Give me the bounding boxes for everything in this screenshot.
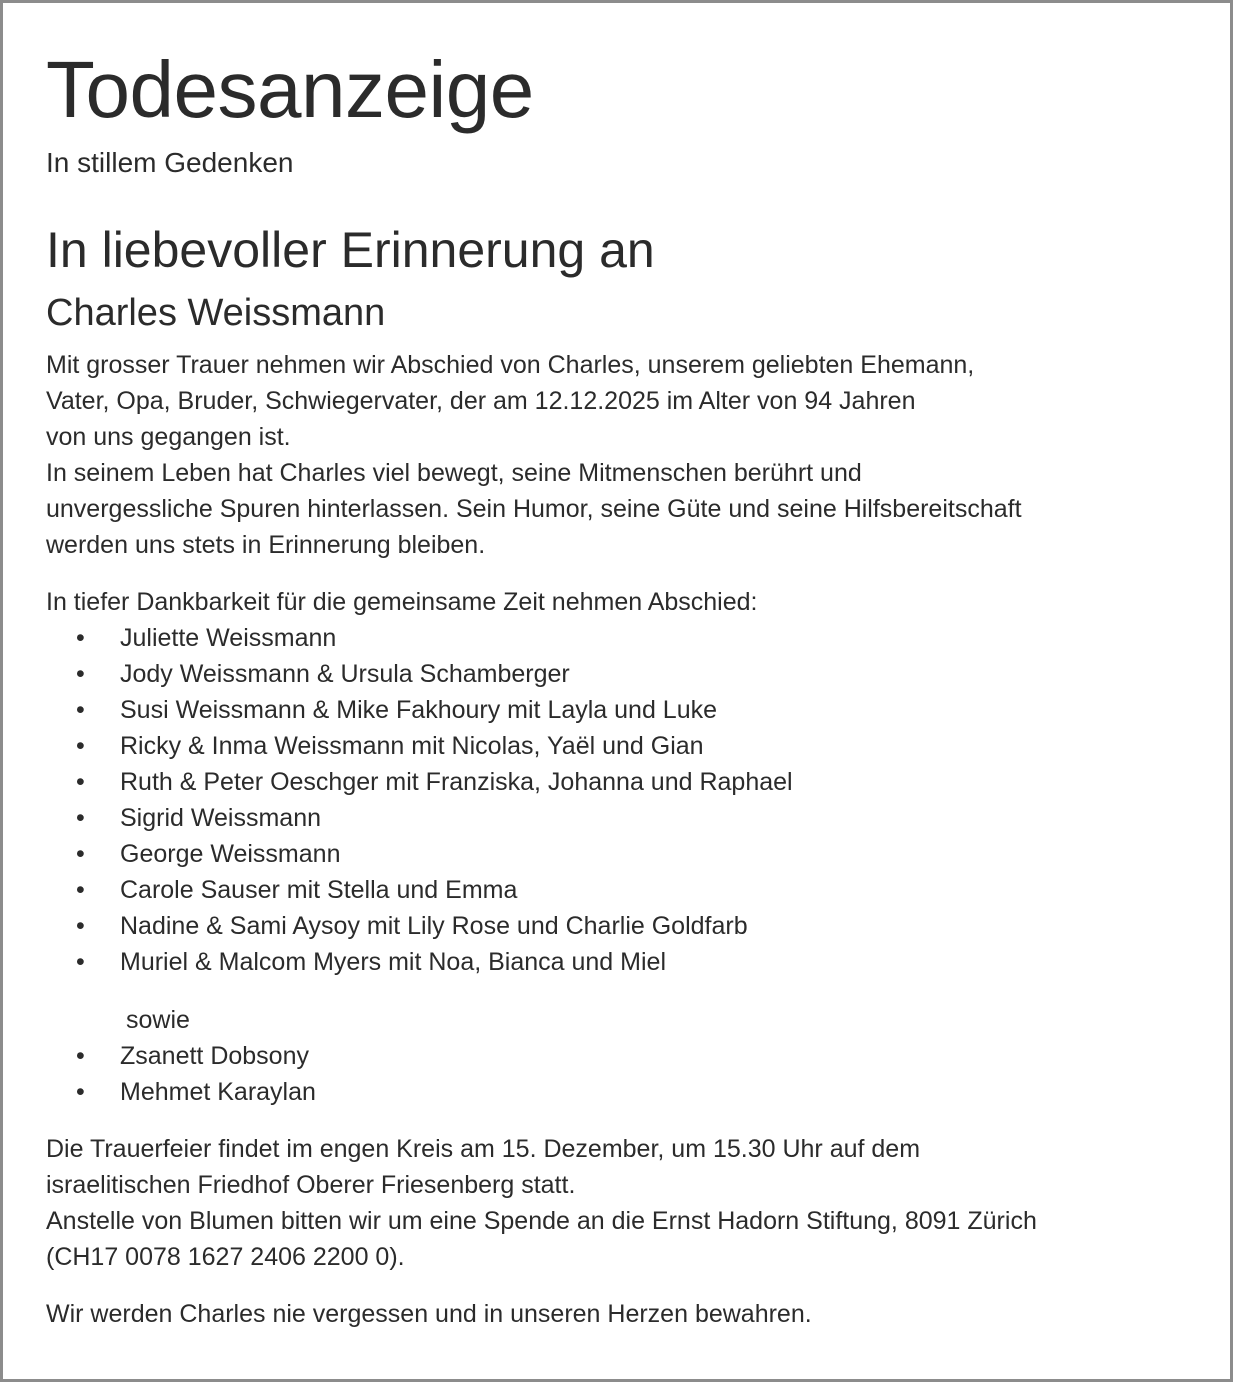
- mourner-name: Zsanett Dobsony: [120, 1042, 309, 1070]
- list-item: [46, 620, 793, 656]
- bullet-icon: •: [76, 624, 85, 652]
- bullet-icon: •: [76, 1042, 85, 1070]
- mourner-name: George Weissmann: [120, 840, 341, 868]
- mourner-name: Juliette Weissmann: [120, 624, 337, 652]
- memorial-heading: In liebevoller Erinnerung an: [46, 222, 655, 278]
- closing-line: Wir werden Charles nie vergessen und in unseren Herzen bewahren.: [46, 1300, 812, 1328]
- bullet-icon: •: [76, 804, 85, 832]
- list-item: [46, 944, 793, 980]
- bullet-icon: •: [76, 696, 85, 724]
- mourner-name: Ruth & Peter Oeschger mit Franziska, Johanna und Raphael: [120, 768, 793, 796]
- list-item: [46, 728, 793, 764]
- bullet-icon: •: [76, 732, 85, 760]
- paragraph-line: unvergessliche Spuren hinterlassen. Sein Humor, seine Güte und seine Hilfsbereitschaft: [46, 495, 1022, 523]
- mourner-name: Muriel & Malcom Myers mit Noa, Bianca und Miel: [120, 948, 666, 976]
- bullet-icon: •: [76, 768, 85, 796]
- mourner-name: Susi Weissmann & Mike Fakhoury mit Layla und Luke: [120, 696, 718, 724]
- bullet-icon: •: [76, 912, 85, 940]
- others-list: [46, 1038, 316, 1110]
- mourner-name: Ricky & Inma Weissmann mit Nicolas, Yaël und Gian: [120, 732, 704, 760]
- list-item: [46, 1038, 316, 1074]
- list-item: [46, 1074, 316, 1110]
- paragraph-line: von uns gegangen ist.: [46, 423, 291, 451]
- bullet-icon: •: [76, 876, 85, 904]
- paragraph-line: Mit grosser Trauer nehmen wir Abschied von Charles, unserem geliebten Ehemann,: [46, 351, 975, 379]
- mourner-name: Carole Sauser mit Stella und Emma: [120, 876, 518, 904]
- list-item: [46, 836, 793, 872]
- paragraph-line: In seinem Leben hat Charles viel bewegt, seine Mitmenschen berührt und: [46, 459, 862, 487]
- paragraph-line: Vater, Opa, Bruder, Schwiegervater, der am 12.12.2025 im Alter von 94 Jahren: [46, 387, 916, 415]
- list-item: [46, 908, 793, 944]
- sowie-label: sowie: [126, 1006, 190, 1034]
- bullet-icon: •: [76, 840, 85, 868]
- list-item: [46, 800, 793, 836]
- mourner-name: Nadine & Sami Aysoy mit Lily Rose und Charlie Goldfarb: [120, 912, 748, 940]
- mourner-name: Jody Weissmann & Ursula Schamberger: [120, 660, 570, 688]
- list-item: [46, 872, 793, 908]
- mourner-name: Mehmet Karaylan: [120, 1078, 316, 1106]
- funeral-line: Anstelle von Blumen bitten wir um eine Spende an die Ernst Hadorn Stiftung, 8091 Zürich: [46, 1207, 1037, 1235]
- mourners-intro: In tiefer Dankbarkeit für die gemeinsame Zeit nehmen Abschied:: [46, 588, 758, 616]
- funeral-line: israelitischen Friedhof Oberer Friesenberg statt.: [46, 1171, 576, 1199]
- list-item: [46, 692, 793, 728]
- subtitle: In stillem Gedenken: [46, 147, 294, 178]
- obituary-paragraph: [46, 347, 1022, 563]
- mourners-list: [46, 620, 793, 980]
- mourner-name: Sigrid Weissmann: [120, 804, 322, 832]
- funeral-info: [46, 1131, 1037, 1275]
- bullet-icon: •: [76, 1078, 85, 1106]
- paragraph-line: werden uns stets in Erinnerung bleiben.: [46, 531, 486, 559]
- bullet-icon: •: [76, 660, 85, 688]
- funeral-line: Die Trauerfeier findet im engen Kreis am 15. Dezember, um 15.30 Uhr auf dem: [46, 1135, 921, 1163]
- page-title: Todesanzeige: [46, 45, 534, 134]
- list-item: [46, 764, 793, 800]
- list-item: [46, 656, 793, 692]
- funeral-line: (CH17 0078 1627 2406 2200 0).: [46, 1243, 405, 1271]
- bullet-icon: •: [76, 948, 85, 976]
- deceased-name: Charles Weissmann: [46, 292, 386, 334]
